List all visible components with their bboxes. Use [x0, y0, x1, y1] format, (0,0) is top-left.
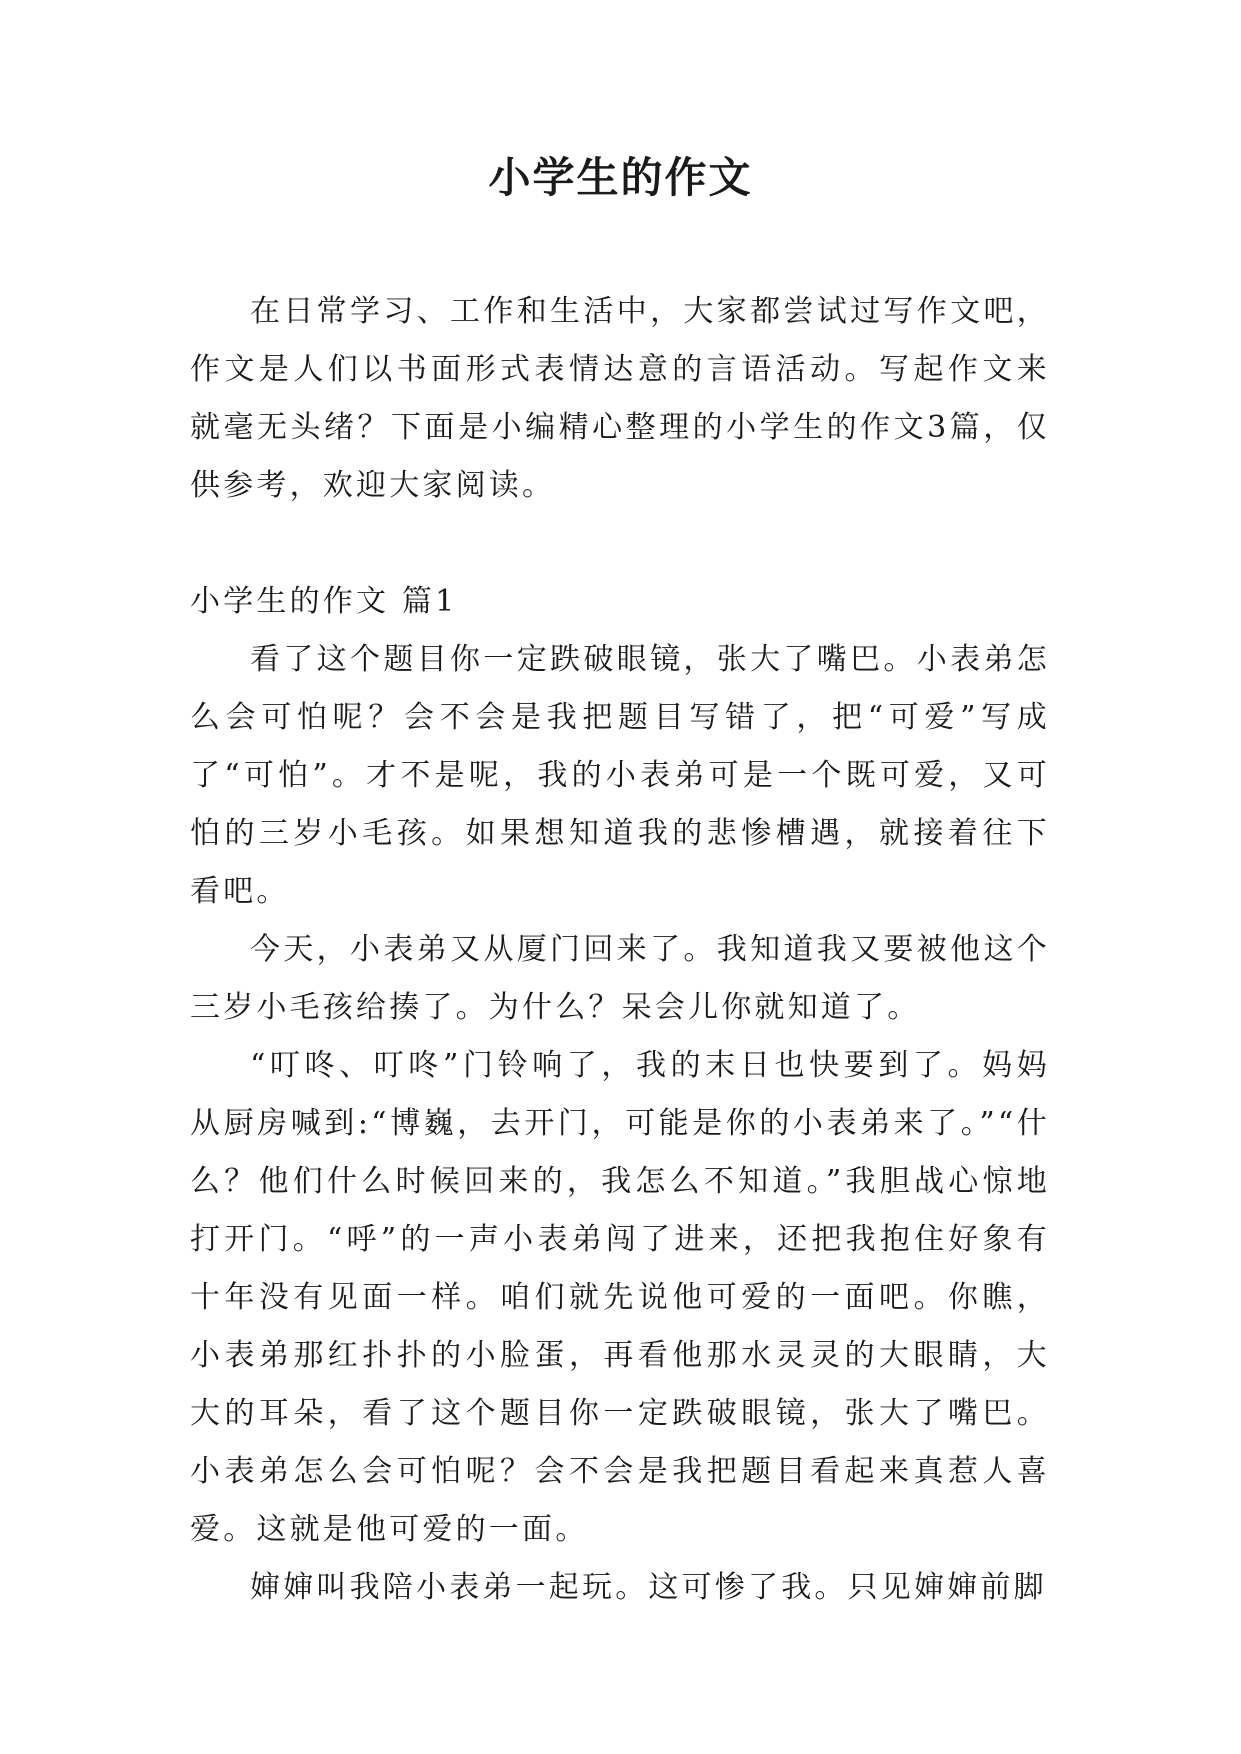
body-paragraph: 今天，小表弟又从厦门回来了。我知道我又要被他这个三岁小毛孩给揍了。为什么？呆会儿你就知道了。 [190, 932, 1050, 1025]
body-paragraph: 婶婶叫我陪小表弟一起玩。这可惨了我。只见婶婶前脚 [250, 1570, 1047, 1605]
intro-paragraph: 在日常学习、工作和生活中，大家都尝试过写作文吧，作文是人们以书面形式表情达意的言语活动。写起作文来就毫无头绪？下面是小编精心整理的小学生的作文3篇，仅供参考，欢迎大家阅读。 [190, 294, 1050, 503]
document-body [190, 283, 1050, 1617]
body-paragraph: “叮咚、叮咚”门铃响了，我的末日也快要到了。妈妈从厨房喊到:“博巍，去开门，可能是你的小表弟来了。”“什么？他们什么时候回来的，我怎么不知道。”我胆战心惊地打开门。“呼”的一声小表弟闯了进来，还把我抱住好象有十年没有见面一样。咱们就先说他可爱的一面吧。你瞧，小表弟那红扑扑的小脸蛋，再看他那水灵灵的大眼睛，大大的耳朵，看了这个题目你一定跌破眼镜，张大了嘴巴。小表弟怎么会可怕呢？会不会是我把题目看起来真惹人喜爱。这就是他可爱的一面。 [190, 1048, 1050, 1547]
document-title: 小学生的作文 [488, 153, 753, 202]
section-heading: 小学生的作文 篇1 [190, 584, 458, 619]
body-paragraph: 看了这个题目你一定跌破眼镜，张大了嘴巴。小表弟怎么会可怕呢？会不会是我把题目写错了，把“可爱”写成了“可怕”。才不是呢，我的小表弟可是一个既可爱，又可怕的三岁小毛孩。如果想知道我的悲惨槽遇，就接着往下看吧。 [190, 642, 1050, 909]
